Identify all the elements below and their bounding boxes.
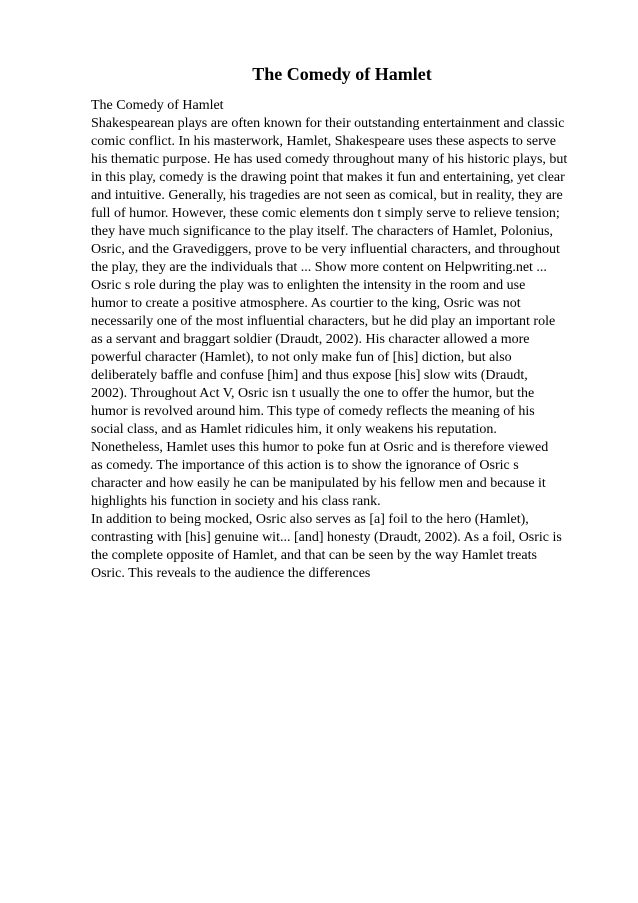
body-line: highlights his function in society and his class rank.	[91, 494, 381, 509]
body-line: his thematic purpose. He has used comedy throughout many of his historic plays, but	[91, 152, 568, 167]
document-title: The Comedy of Hamlet	[252, 64, 432, 84]
body-line: humor is revolved around him. This type of comedy reflects the meaning of his	[91, 404, 535, 419]
body-line: contrasting with [his] genuine wit... [and] honesty (Draudt, 2002). As a foil, Osric is	[91, 530, 562, 545]
body-line: as a servant and braggart soldier (Draudt, 2002). His character allowed a more	[91, 332, 530, 347]
body-line: character and how easily he can be manipulated by his fellow men and because it	[91, 476, 546, 491]
body-line: powerful character (Hamlet), to not only make fun of [his] diction, but also	[91, 350, 512, 365]
body-line: full of humor. However, these comic elements don t simply serve to relieve tension;	[91, 206, 560, 221]
body-line: social class, and as Hamlet ridicules him, it only weakens his reputation.	[91, 422, 497, 437]
body-line: deliberately baffle and confuse [him] and thus expose [his] slow wits (Draudt,	[91, 368, 528, 383]
body-line: and intuitive. Generally, his tragedies are not seen as comical, but in reality, they are	[91, 188, 563, 203]
body-line: in this play, comedy is the drawing point that makes it fun and entertaining, yet clear	[91, 170, 565, 185]
body-line: Osric, and the Gravediggers, prove to be very influential characters, and throughout	[91, 242, 560, 257]
body-line: Osric s role during the play was to enlighten the intensity in the room and use	[91, 278, 526, 293]
body-line: humor to create a positive atmosphere. As courtier to the king, Osric was not	[91, 296, 521, 311]
body-line: comic conflict. In his masterwork, Hamlet, Shakespeare uses these aspects to serve	[91, 134, 556, 149]
body-line: In addition to being mocked, Osric also serves as [a] foil to the hero (Hamlet),	[91, 512, 529, 527]
body-line: as comedy. The importance of this action is to show the ignorance of Osric s	[91, 458, 519, 473]
body-line: Shakespearean plays are often known for their outstanding entertainment and classic	[91, 116, 565, 131]
body-line: Osric. This reveals to the audience the differences	[91, 566, 371, 581]
body-line: they have much significance to the play itself. The characters of Hamlet, Polonius,	[91, 224, 553, 239]
body-line: Nonetheless, Hamlet uses this humor to poke fun at Osric and is therefore viewed	[91, 440, 549, 455]
body-line: necessarily one of the most influential characters, but he did play an important role	[91, 314, 556, 329]
body-line: the complete opposite of Hamlet, and that can be seen by the way Hamlet treats	[91, 548, 537, 563]
body-line: 2002). Throughout Act V, Osric isn t usually the one to offer the humor, but the	[91, 386, 535, 401]
body-line: The Comedy of Hamlet	[91, 98, 224, 113]
document-body	[91, 97, 591, 583]
body-line: the play, they are the individuals that ... Show more content on Helpwriting.net ...	[91, 260, 547, 275]
